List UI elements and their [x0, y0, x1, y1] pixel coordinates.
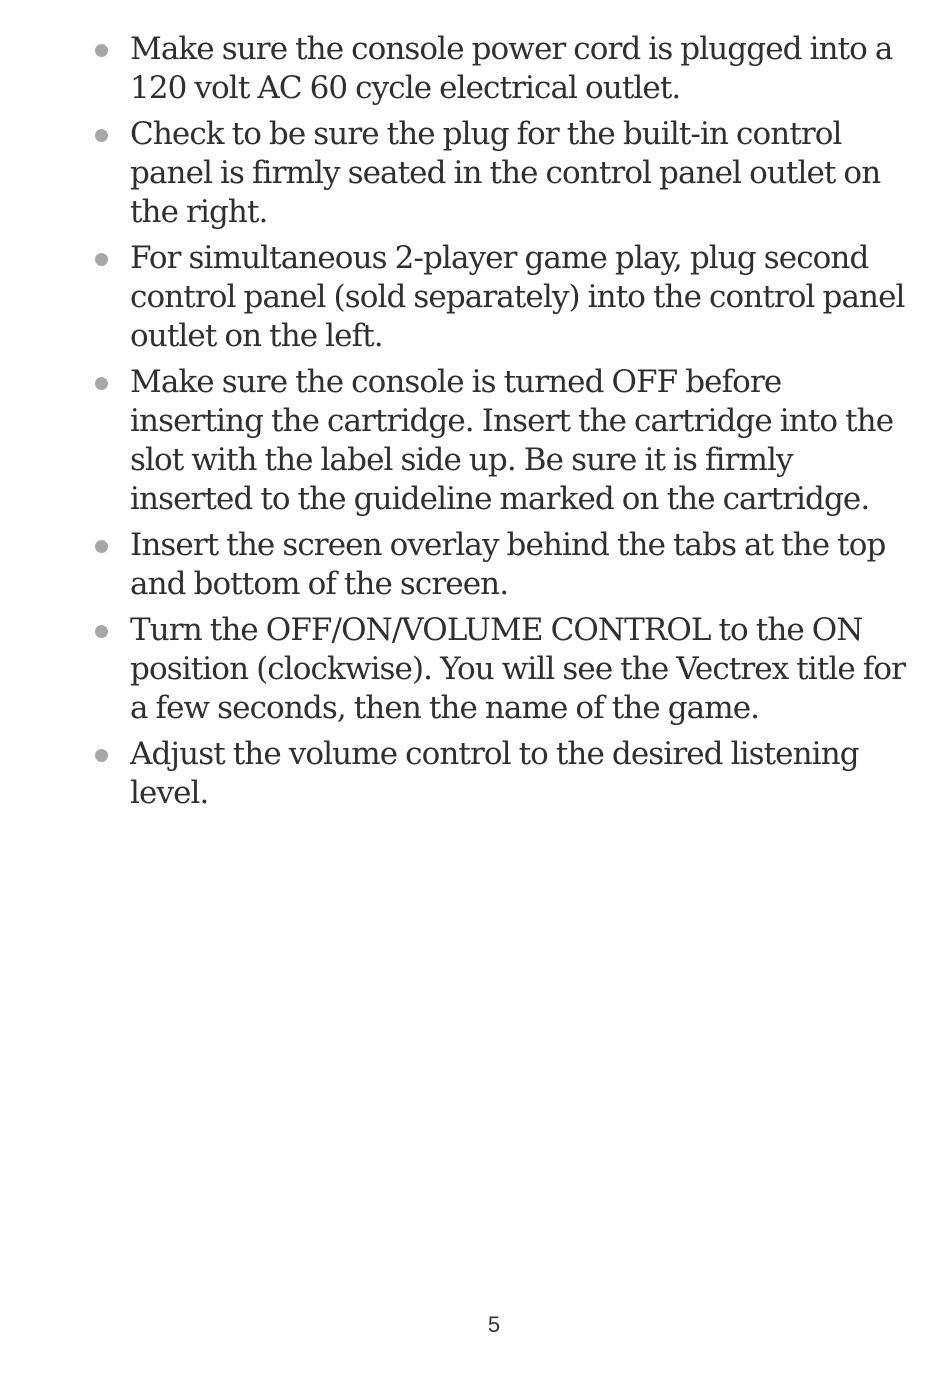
list-item-text: Insert the screen overlay behind the tabs at the top and bottom of the screen. [130, 527, 886, 602]
list-item-text: Check to be sure the plug for the built-in control panel is firmly seated in the control panel outlet on the right. [130, 116, 881, 230]
instruction-list [0, 30, 950, 820]
bullet-dot-icon [95, 625, 108, 638]
bullet-dot-icon [95, 377, 108, 390]
page-number: 5 [487, 1312, 501, 1337]
list-item-text: Make sure the console is turned OFF before inserting the cartridge. Insert the cartridge into the slot with the label side up. Be sure it is firmly inserted to the guideline marked on the cartridge. [130, 364, 894, 517]
list-item-text: Make sure the console power cord is plugged into a 120 volt AC 60 cycle electrical outlet. [130, 31, 893, 106]
list-item [0, 239, 950, 356]
list-item [0, 735, 950, 813]
bullet-dot-icon [95, 540, 108, 553]
list-item [0, 115, 950, 232]
bullet-dot-icon [95, 44, 108, 57]
list-item-text: For simultaneous 2-player game play, plug second control panel (sold separately) into the control panel outlet on the left. [130, 240, 905, 354]
list-item [0, 363, 950, 519]
list-item [0, 30, 950, 108]
bullet-dot-icon [95, 253, 108, 266]
list-item [0, 611, 950, 728]
list-item-text: Adjust the volume control to the desired listening level. [130, 736, 859, 811]
list-item [0, 526, 950, 604]
list-item-text: Turn the OFF/ON/VOLUME CONTROL to the ON position (clockwise). You will see the Vectrex title for a few seconds, then the name of the game. [130, 612, 906, 726]
bullet-dot-icon [95, 129, 108, 142]
bullet-dot-icon [95, 749, 108, 762]
